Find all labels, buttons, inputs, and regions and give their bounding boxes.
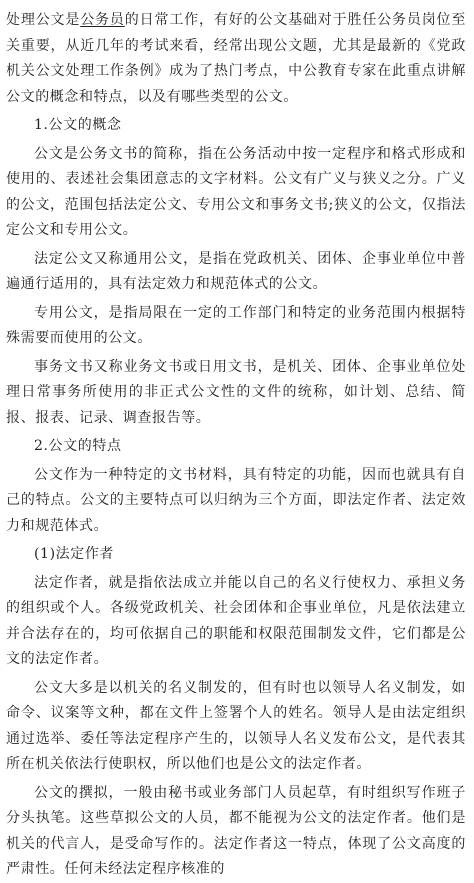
section-heading-features: 2.公文的特点 (34, 438, 122, 454)
paragraph-features-overview: 公文作为一种特定的文书材料，具有特定的功能，因而也就具有自己的特点。公文的主要特点可以归纳为三个方面，即法定作者、法定效力和规范体式。 (6, 466, 466, 534)
paragraph-legal-author-definition: 法定作者，就是指依法成立并能以自己的名义行使权力、承担义务的组织或个人。各级党政机关、社会团体和企事业单位，凡是依法建立并合法存在的，均可依据自己的职能和权限范围制发文件，它们都是公文的法定作者。 (6, 574, 466, 667)
subsection-heading-legal-author: (1)法定作者 (34, 546, 115, 562)
paragraph-definition: 公文是公务文书的简称，指在公务活动中按一定程序和格式形成和使用的、表述社会集团意志的文字材料。公文有广义与狭义之分。广义的公文，范围包括法定公文、专用公文和事务文书;狭义的公文，仅指法定公文和专用公文。 (6, 145, 466, 238)
intro-text-rest: 的日常工作，有好的公文基础对于胜任公务员岗位至关重要，从近几年的考试来看，经常出现公文题，尤其是最新的《党政机关公文处理工作条例》成为了热门考点，中公教育专家在此重点讲解公文的概念和特点，以及有哪些类型的公文。 (6, 12, 466, 105)
civil-servant-link[interactable]: 公务员 (80, 12, 125, 28)
paragraph-special-documents: 专用公文，是指局限在一定的工作部门和特定的业务范围内根据特殊需要而使用的公文。 (6, 304, 466, 346)
intro-text-start: 处理公文是 (6, 12, 81, 28)
paragraph-leader-author: 公文大多是以机关的名义制发的，但有时也以领导人名义制发，如命令、议案等文种，都在文件上签署个人的姓名。领导人是由法定组织通过选举、委任等法定程序产生的，以领导人名义发布公文，是代表其所在机关依法行使职权，所以他们也是公文的法定作者。 (6, 679, 466, 772)
paragraph-affairs-documents: 事务文书又称业务文书或日用文书，是机关、团体、企事业单位处理日常事务所使用的非正式公文性的文件的统称，如计划、总结、简报、报表、记录、调查报告等。 (6, 358, 466, 426)
section-heading-concept: 1.公文的概念 (34, 117, 122, 133)
intro-paragraph (6, 8, 466, 110)
paragraph-drafting: 公文的撰拟，一般由秘书或业务部门人员起草，有时组织写作班子分头执笔。这些草拟公文的人员，都不能视为公文的法定作者。他们是机关的代言人，是受命写作的。法定作者这一特点，体现了公文高度的严肃性。任何未经法定程序核准的 (6, 784, 466, 877)
paragraph-statutory-documents: 法定公文又称通用公文，是指在党政机关、团体、企事业单位中普遍通行适用的，具有法定效力和规范体式的公文。 (6, 250, 466, 292)
